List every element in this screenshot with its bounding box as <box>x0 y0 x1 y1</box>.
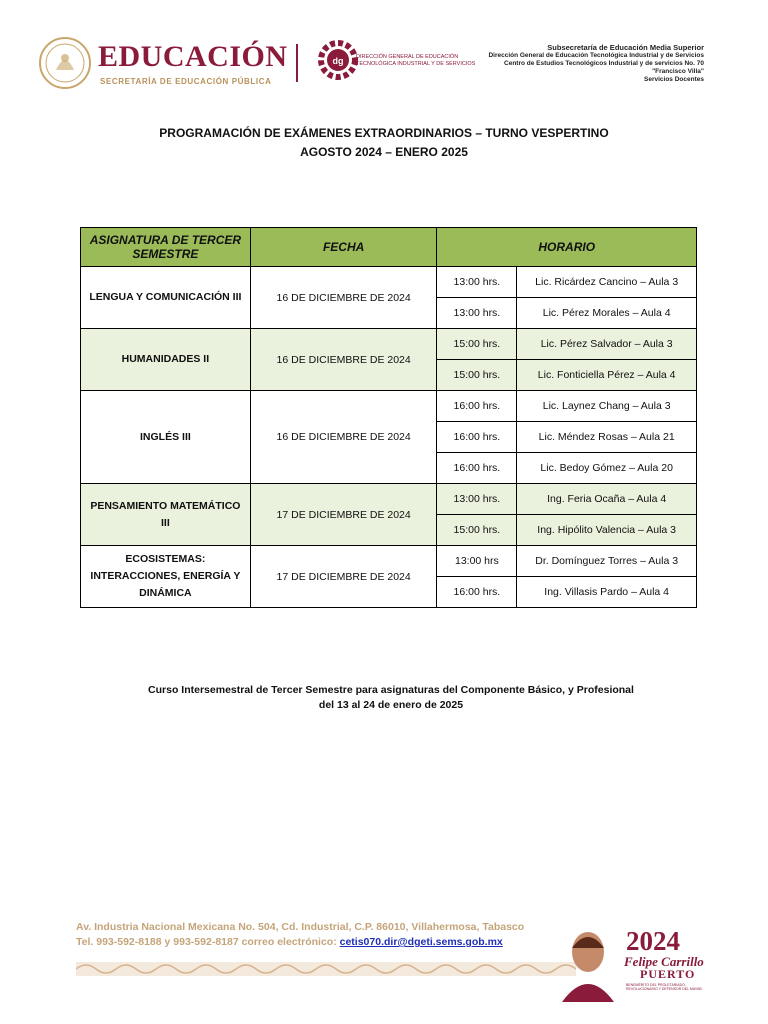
year-logo-motto: BENEMÉRITO DEL PROLETARIADO, REVOLUCIONARIO Y DEFENSOR DEL MAYAB <box>626 983 702 991</box>
table-row <box>81 484 697 515</box>
document-header <box>38 36 710 92</box>
teacher-cell: Lic. Bedoy Gómez – Aula 20 <box>517 453 697 484</box>
time-cell: 15:00 hrs. <box>437 515 517 546</box>
time-cell: 13:00 hrs. <box>437 267 517 298</box>
table-row <box>81 329 697 360</box>
teacher-cell: Lic. Méndez Rosas – Aula 21 <box>517 422 697 453</box>
year-logo-name2: PUERTO <box>640 967 696 981</box>
title-line: PROGRAMACIÓN DE EXÁMENES EXTRAORDINARIOS – TURNO VESPERTINO <box>159 126 609 140</box>
table-row <box>81 267 697 298</box>
institution-line: "Francisco Villa" <box>652 68 704 75</box>
teacher-cell: Lic. Fonticiella Pérez – Aula 4 <box>517 360 697 391</box>
date-cell: 17 DE DICIEMBRE DE 2024 <box>250 546 437 608</box>
phone-text: Tel. 993-592-8188 y 993-592-8187 correo electrónico: <box>76 936 340 948</box>
institution-info <box>488 44 704 84</box>
teacher-cell: Lic. Pérez Morales – Aula 4 <box>517 298 697 329</box>
teacher-cell: Lic. Pérez Salvador – Aula 3 <box>517 329 697 360</box>
subject-cell: LENGUA Y COMUNICACIÓN III <box>81 267 251 329</box>
teacher-cell: Ing. Feria Ocaña – Aula 4 <box>517 484 697 515</box>
time-cell: 16:00 hrs. <box>437 391 517 422</box>
education-logo-subtitle: SECRETARÍA DE EDUCACIÓN PÚBLICA <box>100 77 272 86</box>
subject-cell: ECOSISTEMAS: INTERACCIONES, ENERGÍA Y DINÁMICA <box>81 546 251 608</box>
time-cell: 16:00 hrs. <box>437 577 517 608</box>
institution-line: Subsecretaría de Educación Media Superior <box>547 43 704 52</box>
year-logo-number: 2024 <box>626 926 680 956</box>
time-cell: 15:00 hrs. <box>437 329 517 360</box>
teacher-cell: Dr. Domínguez Torres – Aula 3 <box>517 546 697 577</box>
table-row <box>81 546 697 577</box>
intersemestral-note <box>0 683 768 713</box>
dgeti-label: DIRECCIÓN GENERAL DE EDUCACIÓN TECNOLÓGICA INDUSTRIAL Y DE SERVICIOS <box>356 54 476 67</box>
date-cell: 16 DE DICIEMBRE DE 2024 <box>250 329 437 391</box>
date-cell: 17 DE DICIEMBRE DE 2024 <box>250 484 437 546</box>
time-cell: 16:00 hrs. <box>437 453 517 484</box>
national-seal-icon <box>38 36 92 90</box>
header-schedule: HORARIO <box>437 228 697 267</box>
address-line: Av. Industria Nacional Mexicana No. 504, Cd. Industrial, C.P. 86010, Villahermosa, Tabasco <box>76 921 525 933</box>
header-subject: ASIGNATURA DE TERCER SEMESTRE <box>81 228 251 267</box>
note-line: Curso Intersemestral de Tercer Semestre para asignaturas del Componente Básico, y Profesional <box>148 684 634 696</box>
title-line: AGOSTO 2024 – ENERO 2025 <box>300 145 468 159</box>
contact-line <box>76 935 524 950</box>
teacher-cell: Lic. Ricárdez Cancino – Aula 3 <box>517 267 697 298</box>
time-cell: 15:00 hrs. <box>437 360 517 391</box>
subject-cell: PENSAMIENTO MATEMÁTICO III <box>81 484 251 546</box>
exam-schedule-table <box>80 227 697 608</box>
teacher-cell: Ing. Villasis Pardo – Aula 4 <box>517 577 697 608</box>
institution-line: Centro de Estudios Tecnológicos Industrial y de servicios No. 70 <box>504 60 704 67</box>
time-cell: 13:00 hrs <box>437 546 517 577</box>
dgeti-gear-icon <box>316 38 360 82</box>
time-cell: 13:00 hrs. <box>437 298 517 329</box>
note-line: del 13 al 24 de enero de 2025 <box>318 699 464 711</box>
subject-cell: INGLÉS III <box>81 391 251 484</box>
header-date: FECHA <box>250 228 437 267</box>
time-cell: 13:00 hrs. <box>437 484 517 515</box>
subject-cell: HUMANIDADES II <box>81 329 251 391</box>
email-link[interactable]: cetis070.dir@dgeti.sems.gob.mx <box>339 936 503 948</box>
document-title <box>0 124 768 162</box>
svg-text:dg: dg <box>332 56 344 66</box>
teacher-cell: Ing. Hipólito Valencia – Aula 3 <box>517 515 697 546</box>
education-logo-title: EDUCACIÓN <box>98 40 288 73</box>
institution-line: Dirección General de Educación Tecnológica Industrial y de Servicios <box>488 52 704 59</box>
decorative-border-band <box>76 960 576 978</box>
year-logo-name: Felipe Carrillo <box>624 954 704 969</box>
table-header-row <box>81 228 697 267</box>
time-cell: 16:00 hrs. <box>437 422 517 453</box>
date-cell: 16 DE DICIEMBRE DE 2024 <box>250 267 437 329</box>
date-cell: 16 DE DICIEMBRE DE 2024 <box>250 391 437 484</box>
table-row <box>81 391 697 422</box>
teacher-cell: Lic. Laynez Chang – Aula 3 <box>517 391 697 422</box>
institution-line: Servicios Docentes <box>644 76 704 83</box>
footer-address <box>76 920 524 950</box>
header-divider <box>296 44 298 82</box>
